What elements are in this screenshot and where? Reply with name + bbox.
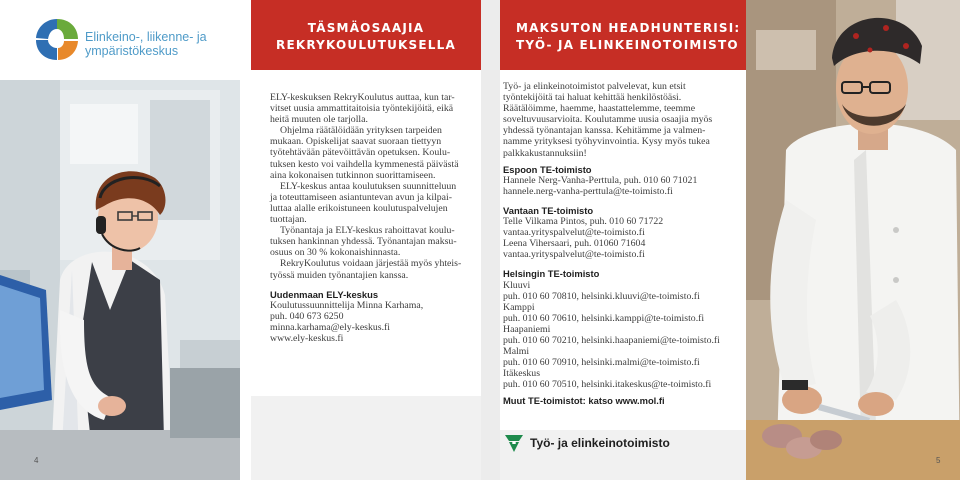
text-line: työtehtävään pätevöittävän opetuksen. Koulu- bbox=[270, 147, 451, 159]
te-office-logo-icon bbox=[503, 432, 525, 454]
contact-line: puh. 010 60 70910, helsinki.malmi@te-toimisto.fi bbox=[503, 357, 700, 369]
text-line: ja toteuttamiseen asiantuntevan avun ja kilpai- bbox=[270, 191, 452, 203]
text-line: luttaa alalle erikoistuneen koulutuspalvelujen bbox=[270, 202, 448, 214]
text-line: RekryKoulutus voidaan järjestää myös yhteis- bbox=[280, 258, 462, 270]
text-line: Työ- ja elinkeinotoimistot palvelevat, kun etsit bbox=[503, 81, 686, 92]
text-line: Ohjelma räätälöidään yrityksen tarpeiden bbox=[280, 125, 442, 137]
office-name: Haapaniemi bbox=[503, 323, 551, 335]
email-link[interactable]: vantaa.yrityspalvelut@te-toimisto.fi bbox=[503, 249, 645, 261]
text-line: namme yrityksesi työhyvinvointia. Kysy myös tukea bbox=[503, 136, 710, 148]
te-office-text-column bbox=[503, 81, 725, 407]
ely-name-line1: Elinkeino-, liikenne- ja bbox=[85, 30, 207, 44]
rekrykoulutus-text-column bbox=[270, 92, 470, 344]
text-line: soveltuvuusarvioita. Koulutamme uusia osaajia myös bbox=[503, 114, 713, 126]
page-gutter bbox=[481, 0, 500, 480]
contact-line: puh. 010 60 70610, helsinki.kamppi@te-toimisto.fi bbox=[503, 312, 705, 324]
email-link[interactable]: vantaa.yrityspalvelut@te-toimisto.fi bbox=[503, 227, 645, 239]
chef-photo bbox=[746, 0, 960, 480]
page-number-right: 5 bbox=[936, 456, 941, 465]
email-link[interactable]: minna.karhama@ely-keskus.fi bbox=[270, 321, 391, 333]
left-column-footer-area bbox=[251, 396, 481, 480]
chef-illustration bbox=[746, 0, 960, 480]
text-line: osuus on 30 % kokonaishinnasta. bbox=[270, 247, 401, 259]
contact-line: Telle Vilkama Pintos, puh. 010 60 71722 bbox=[503, 216, 664, 228]
contact-line: Hannele Nerg-Vanha-Perttula, puh. 010 60 71021 bbox=[503, 174, 698, 186]
right-banner-line1: MAKSUTON HEADHUNTERISI: bbox=[516, 21, 741, 35]
text-line: palkkakustannuksiin! bbox=[503, 147, 587, 159]
ely-contact-heading: Uudenmaan ELY-keskus bbox=[270, 288, 379, 300]
right-banner-line2: TYÖ- JA ELINKEINOTOIMISTO bbox=[516, 38, 739, 52]
office-name: Kamppi bbox=[503, 301, 535, 313]
text-line: aina kokonaisen tutkinnon suorittamiseen. bbox=[270, 169, 436, 181]
text-line: yhdessä työnantajan kanssa. Kehitämme ja valmen- bbox=[503, 125, 706, 137]
contact-line: Leena Vihersaari, puh. 01060 71604 bbox=[503, 238, 646, 250]
ely-brand-name bbox=[85, 30, 245, 58]
text-line: työntekijöitä tai haluat kehittää henkilöstöäsi. bbox=[503, 92, 682, 104]
contact-line: puh. 010 60 70810, helsinki.kluuvi@te-toimisto.fi bbox=[503, 290, 700, 302]
ely-logo-icon bbox=[34, 16, 80, 62]
office-name: Itäkeskus bbox=[503, 368, 541, 380]
phone-number: puh. 040 673 6250 bbox=[270, 310, 344, 322]
text-line: heitä muuten ole tarjolla. bbox=[270, 114, 368, 126]
text-line: ELY-keskus antaa koulutuksen suunnitteluun bbox=[280, 180, 457, 192]
espoo-office-heading: Espoon TE-toimisto bbox=[503, 163, 592, 175]
office-name: Malmi bbox=[503, 346, 530, 358]
contact-line: puh. 010 60 70510, helsinki.itakeskus@te-toimisto.fi bbox=[503, 379, 712, 391]
text-line: ELY-keskuksen RekryKoulutus auttaa, kun tar- bbox=[270, 92, 455, 103]
vantaa-office-heading: Vantaan TE-toimisto bbox=[503, 204, 594, 216]
text-line: Räätälöimme, haemme, haastattelemme, teemme bbox=[503, 103, 696, 115]
helsinki-office-heading: Helsingin TE-toimisto bbox=[503, 268, 600, 280]
left-banner-line2: REKRYKOULUTUKSELLA bbox=[276, 38, 456, 52]
website-link[interactable]: www.ely-keskus.fi bbox=[270, 332, 344, 344]
contact-line: puh. 010 60 70210, helsinki.haapaniemi@te-toimisto.fi bbox=[503, 334, 720, 346]
text-line: vitset uusia ammattitaitoisia työntekijöitä, eikä bbox=[270, 103, 454, 115]
contact-line: Koulutussuunnittelija Minna Karhama, bbox=[270, 299, 424, 311]
page-number-left: 4 bbox=[34, 456, 39, 465]
office-name: Kluuvi bbox=[503, 279, 531, 291]
office-worker-illustration bbox=[0, 80, 240, 480]
office-worker-photo bbox=[0, 80, 240, 480]
text-line: tuksen kesto voi vaihdella kymmenestä päivästä bbox=[270, 158, 459, 170]
email-link[interactable]: hannele.nerg-vanha-perttula@te-toimisto.fi bbox=[503, 185, 673, 197]
text-line: mukaan. Opiskelijat saavat suoraan tiettyyn bbox=[270, 136, 442, 148]
te-office-brand-name: Työ- ja elinkeinotoimisto bbox=[530, 436, 670, 450]
text-line: tuksen hankinnan yhdessä. Työnantajan maksu- bbox=[270, 236, 457, 248]
text-line: Työnantaja ja ELY-keskus rahoittavat koulu- bbox=[280, 225, 455, 237]
ely-name-line2: ympäristökeskus bbox=[85, 44, 179, 58]
text-line: työssä muiden työnantajien kanssa. bbox=[270, 269, 409, 281]
left-banner-line1: TÄSMÄOSAAJIA bbox=[307, 21, 425, 35]
more-offices-link[interactable]: Muut TE-toimistot: katso www.mol.fi bbox=[503, 395, 665, 407]
right-banner bbox=[500, 0, 746, 70]
left-banner bbox=[251, 0, 481, 70]
text-line: tuottajan. bbox=[270, 214, 307, 226]
